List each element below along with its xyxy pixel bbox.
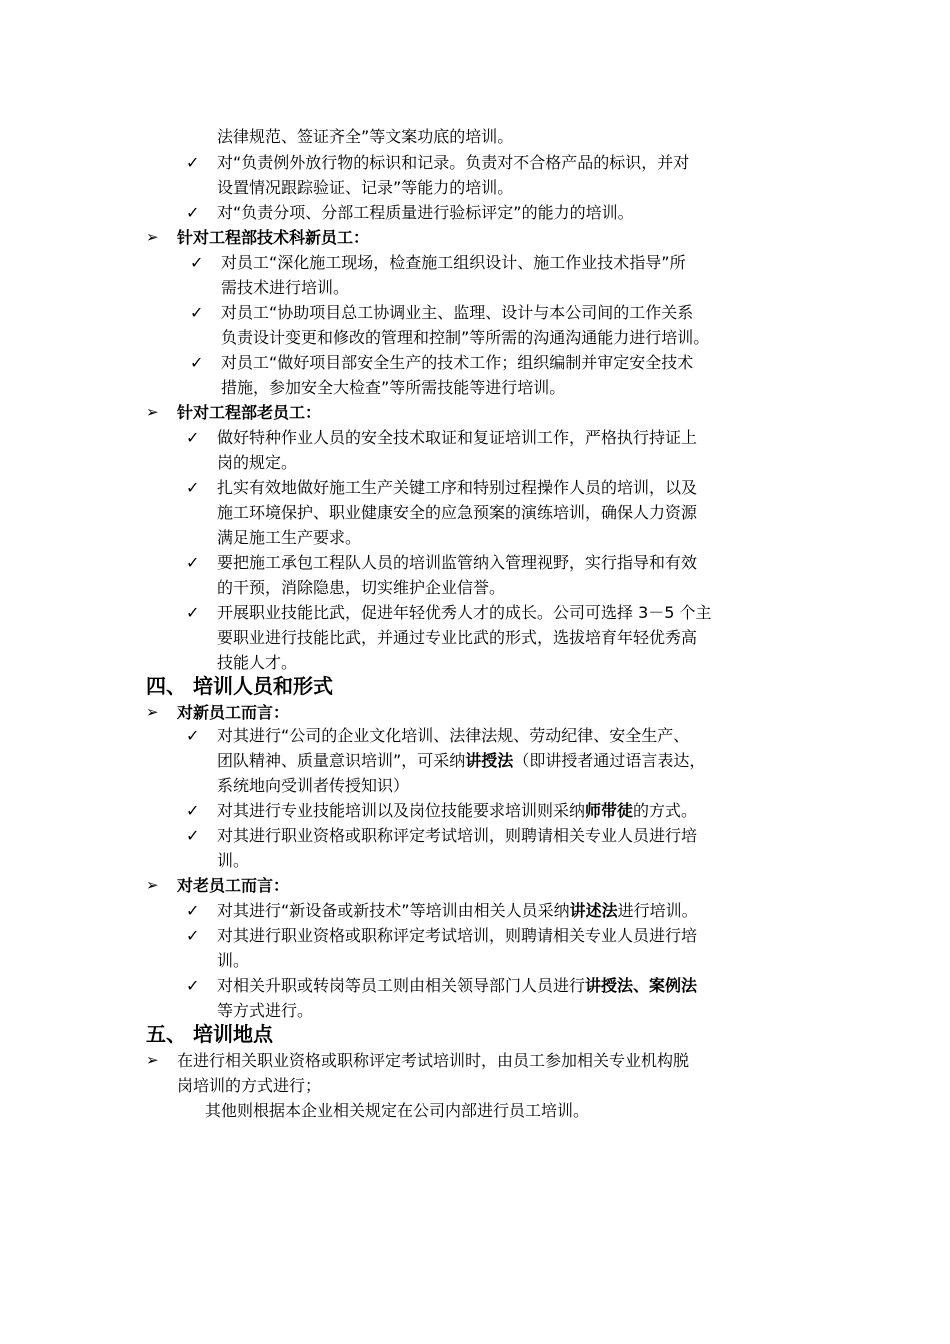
arrow-bullet-icon: ➢ [146,228,159,246]
text-line: 法律规范、签证齐全”等文案功底的培训。 [217,127,514,146]
text-run: 团队精神、质量意识培训”，可采纳 [217,751,466,770]
text-line: 对“负责分项、分部工程质量进行验标评定”的能力的培训。 [217,203,634,222]
text-line: 其他则根据本企业相关规定在公司内部进行员工培训。 [205,1101,590,1120]
text-line: 训。 [217,851,250,870]
text-line: 对员工“协助项目总工协调业主、监理、设计与本公司间的工作关系 [221,303,694,322]
text-run: 对相关升职或转岗等员工则由相关领导部门人员进行 [217,976,586,995]
text-line: 岗培训的方式进行； [177,1076,322,1095]
bold-term: 讲述法 [569,901,618,920]
checkmark-icon: ✓ [186,153,200,172]
text-line: 的干预，消除隐患，切实维护企业信誉。 [217,578,506,597]
text-line: 对员工“深化施工现场，检查施工组织设计、施工作业技术指导”所 [221,253,686,272]
section-subtitle: 针对工程部技术科新员工： [177,228,370,247]
checkmark-icon: ✓ [186,926,200,945]
text-line: 设置情况跟踪验证、记录”等能力的培训。 [217,178,514,197]
checkmark-icon: ✓ [186,553,200,572]
text-line: 对“负责例外放行物的标识和记录。负责对不合格产品的标识，并对 [217,153,690,172]
text-line [217,748,705,773]
section-heading-5: 五、 培训地点 [146,1022,273,1046]
arrow-bullet-icon: ➢ [146,876,159,894]
checkmark-icon: ✓ [186,428,200,447]
text-line [217,973,697,998]
checkmark-icon: ✓ [186,976,200,995]
text-line: 对其进行“公司的企业文化培训、法律法规、劳动纪律、安全生产、 [217,726,690,745]
text-run: 对其进行专业技能培训以及岗位技能要求培训则采纳 [217,801,586,820]
text-line: 对员工“做好项目部安全生产的技术工作；组织编制并审定安全技术 [221,353,694,372]
text-line: 要把施工承包工程队人员的培训监管纳入管理视野，实行指导和有效 [217,553,698,572]
checkmark-icon: ✓ [186,203,200,222]
text-line [217,798,697,823]
text-run: （即讲授者通过语言表达， [513,751,706,770]
text-line: 负责设计变更和修改的管理和控制”等所需的沟通沟通能力进行培训。 [221,328,710,347]
checkmark-icon: ✓ [186,726,200,745]
section-subtitle: 对新员工而言： [177,703,290,722]
text-line: 在进行相关职业资格或职称评定考试培训时，由员工参加相关专业机构脱 [177,1051,690,1070]
arrow-bullet-icon: ➢ [146,1051,159,1069]
text-line: 需技术进行培训。 [221,278,350,297]
checkmark-icon: ✓ [186,826,200,845]
text-run: 对其进行“新设备或新技术”等培训由相关人员采纳 [217,901,570,920]
arrow-bullet-icon: ➢ [146,403,159,421]
bold-term: 讲授法、案例法 [585,976,698,995]
checkmark-icon: ✓ [186,478,200,497]
section-subtitle: 针对工程部老员工： [177,403,322,422]
checkmark-icon: ✓ [190,353,204,372]
text-line: 扎实有效地做好施工生产关键工序和特别过程操作人员的培训，以及 [217,478,698,497]
text-line: 满足施工生产要求。 [217,528,362,547]
text-line: 对其进行职业资格或职称评定考试培训，则聘请相关专业人员进行培 [217,826,698,845]
section-subtitle: 对老员工而言： [177,876,290,895]
text-line: 措施，参加安全大检查”等所需技能等进行培训。 [221,378,566,397]
checkmark-icon: ✓ [186,901,200,920]
text-line: 要职业进行技能比武，并通过专业比武的形式，选拔培育年轻优秀高 [217,628,698,647]
text-line: 训。 [217,951,250,970]
checkmark-icon: ✓ [186,801,200,820]
arrow-bullet-icon: ➢ [146,703,159,721]
checkmark-icon: ✓ [190,303,204,322]
section-heading-4: 四、 培训人员和形式 [146,674,333,698]
checkmark-icon: ✓ [186,603,200,622]
text-line: 施工环境保护、职业健康安全的应急预案的演练培训，确保人力资源 [217,503,698,522]
checkmark-icon: ✓ [190,253,204,272]
text-line: 做好特种作业人员的安全技术取证和复证培训工作，严格执行持证上 [217,428,698,447]
text-line: 岗的规定。 [217,453,298,472]
bold-term: 师带徒 [585,801,634,820]
text-line: 系统地向受训者传授知识） [217,776,410,795]
text-line: 等方式进行。 [217,1001,314,1020]
text-run: 的方式。 [633,801,698,820]
text-run: 进行培训。 [617,901,698,920]
text-line: 对其进行职业资格或职称评定考试培训，则聘请相关专业人员进行培 [217,926,698,945]
text-line: 开展职业技能比武，促进年轻优秀人才的成长。公司可选择 3－5 个主 [217,603,712,622]
text-line [217,898,698,923]
text-line: 技能人才。 [217,653,298,672]
bold-term: 讲授法 [465,751,514,770]
